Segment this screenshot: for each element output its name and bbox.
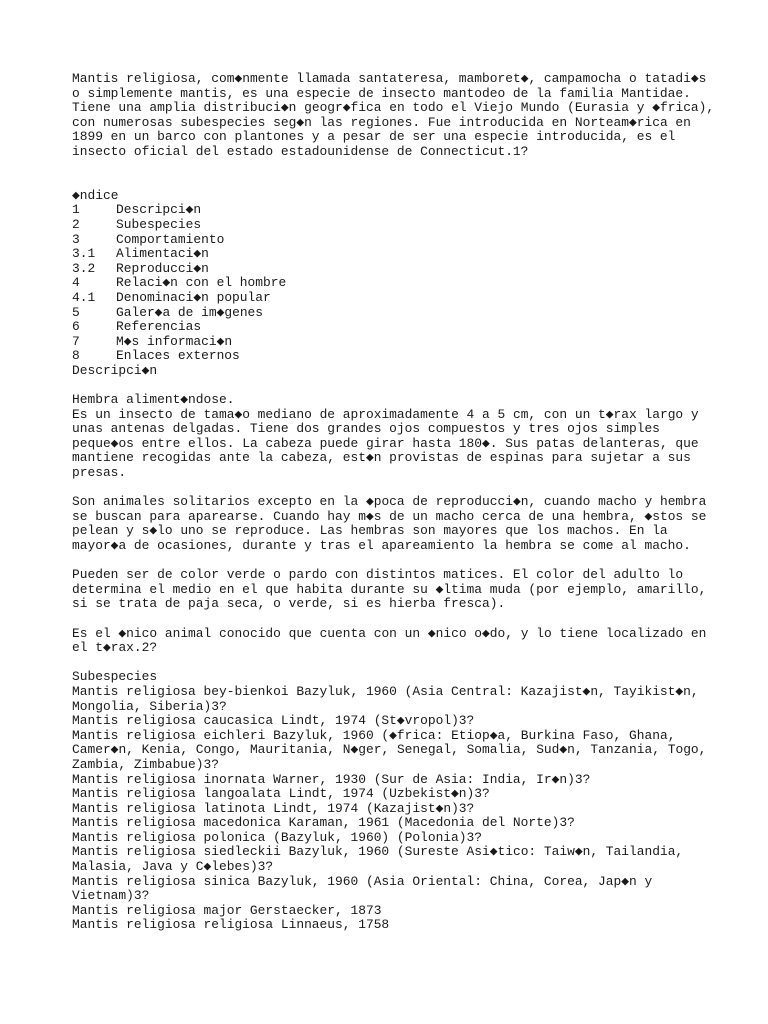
paragraph bbox=[72, 627, 712, 656]
text-line: Tiene una amplia distribuci◆n geogr◆fica en todo el Viejo Mundo (Eurasia y ◆frica), bbox=[72, 100, 715, 116]
paragraph bbox=[72, 408, 712, 481]
toc-item bbox=[72, 203, 712, 218]
list-item: Mongolia, Siberia)3? bbox=[72, 698, 227, 714]
toc-item bbox=[72, 349, 712, 364]
toc-label: Comportamiento bbox=[116, 231, 225, 247]
list-item: Mantis religiosa inornata Warner, 1930 (Sur de Asia: India, Ir◆n)3? bbox=[72, 771, 591, 787]
text-line: Mantis religiosa, com◆nmente llamada santateresa, mamboret◆, campamocha o tatadi◆s bbox=[72, 71, 707, 86]
list-item: Mantis religiosa eichleri Bazyluk, 1960 (◆frica: Etiop◆a, Burkina Faso, Ghana, bbox=[72, 727, 676, 743]
toc-number: 4 bbox=[72, 275, 80, 291]
list-item: Mantis religiosa siedleckii Bazyluk, 1960 (Sureste Asi◆tico: Taiw◆n, Tailandia, bbox=[72, 844, 684, 860]
text-line: se buscan para aparearse. Cuando hay m◆s de un macho cerca de una hembra, ◆stos se bbox=[72, 508, 707, 524]
toc-number: 3.2 bbox=[72, 260, 96, 276]
list-item: Camer◆n, Kenia, Congo, Mauritania, N◆ger, Senegal, Somalia, Sud◆n, Tanzania, Togo, bbox=[72, 742, 707, 758]
paragraph bbox=[72, 568, 712, 612]
toc-number: 3 bbox=[72, 231, 80, 247]
text-line: el t◆rax.2? bbox=[72, 640, 158, 656]
toc-label: Relaci◆n con el hombre bbox=[116, 275, 287, 291]
toc-number: 7 bbox=[72, 333, 80, 349]
toc-number: 6 bbox=[72, 319, 80, 335]
list-item: Mantis religiosa latinota Lindt, 1974 (Kazajist◆n)3? bbox=[72, 800, 475, 816]
list-item: Zambia, Zimbabue)3? bbox=[72, 756, 219, 772]
text-line: con numerosas subespecies seg◆n las regiones. Fue introducida en Norteam◆rica en bbox=[72, 114, 691, 130]
list-item: Mantis religiosa sinica Bazyluk, 1960 (Asia Oriental: China, Corea, Jap◆n y bbox=[72, 873, 653, 889]
text-line: Son animales solitarios excepto en la ◆poca de reproducci◆n, cuando macho y hembra bbox=[72, 494, 707, 510]
section-heading: Descripci◆n bbox=[72, 362, 158, 378]
toc-label: Reproducci◆n bbox=[116, 260, 209, 276]
toc-number: 1 bbox=[72, 202, 80, 218]
text-line: o simplemente mantis, es una especie de insecto mantodeo de la familia Mantidae. bbox=[72, 85, 691, 101]
text-line: Es el ◆nico animal conocido que cuenta con un ◆nico o◆do, y lo tiene localizado en bbox=[72, 625, 707, 641]
toc-title: ◆ndice bbox=[72, 187, 119, 203]
toc-item bbox=[72, 218, 712, 233]
text-line: unas antenas delgadas. Tiene dos grandes ojos compuestos y tres ojos simples bbox=[72, 421, 660, 437]
list-item: Mantis religiosa major Gerstaecker, 1873 bbox=[72, 902, 382, 918]
list-item: Mantis religiosa macedonica Karaman, 1961 (Macedonia del Norte)3? bbox=[72, 815, 575, 831]
toc-item bbox=[72, 262, 712, 277]
text-line: mantiene recogidas ante la cabeza, est◆n provistas de espinas para sujetar a sus bbox=[72, 450, 691, 466]
document-page bbox=[72, 71, 715, 933]
text-line: pelean y s◆lo uno se reproduce. Las hembras son mayores que los machos. En la bbox=[72, 523, 668, 539]
toc-label: Referencias bbox=[116, 319, 202, 335]
list-item: Vietnam)3? bbox=[72, 888, 150, 904]
text-line: Pueden ser de color verde o pardo con distintos matices. El color del adulto lo bbox=[72, 567, 684, 583]
toc-label: Descripci◆n bbox=[116, 202, 202, 218]
toc-label: M◆s informaci◆n bbox=[116, 333, 233, 349]
toc-number: 8 bbox=[72, 348, 80, 364]
toc-number: 4.1 bbox=[72, 289, 96, 305]
toc-number: 5 bbox=[72, 304, 80, 320]
toc-label: Galer◆a de im◆genes bbox=[116, 304, 264, 320]
text-line: 1899 en un barco con plantones y a pesar de ser una especie introducida, es el bbox=[72, 129, 676, 145]
list-item: Malasia, Java y C◆lebes)3? bbox=[72, 859, 274, 875]
toc-label: Denominaci◆n popular bbox=[116, 289, 271, 305]
toc-label: Enlaces externos bbox=[116, 348, 240, 364]
image-caption: Hembra aliment◆ndose. bbox=[72, 392, 235, 408]
toc-item bbox=[72, 233, 712, 248]
toc-item bbox=[72, 306, 712, 321]
toc-item bbox=[72, 335, 712, 350]
list-item: Mantis religiosa langoalata Lindt, 1974 (Uzbekist◆n)3? bbox=[72, 786, 490, 802]
toc-label: Subespecies bbox=[116, 216, 202, 232]
paragraph bbox=[72, 495, 712, 553]
list-item: Mantis religiosa bey-bienkoi Bazyluk, 1960 (Asia Central: Kazajist◆n, Tayikist◆n, bbox=[72, 683, 699, 699]
toc-number: 3.1 bbox=[72, 246, 96, 262]
text-line: presas. bbox=[72, 465, 127, 481]
text-line: determina el medio en el que habita durante su ◆ltima muda (por ejemplo, amarillo, bbox=[72, 581, 707, 597]
text-line: insecto oficial del estado estadounidense de Connecticut.1? bbox=[72, 143, 529, 159]
section-heading: Subespecies bbox=[72, 669, 158, 685]
toc-item bbox=[72, 320, 712, 335]
toc-item bbox=[72, 291, 712, 306]
toc-item bbox=[72, 247, 712, 262]
description-section bbox=[72, 364, 712, 656]
text-line: mayor◆a de ocasiones, durante y tras el apareamiento la hembra se come al macho. bbox=[72, 538, 691, 553]
text-line: Es un insecto de tama◆o mediano de aproximadamente 4 a 5 cm, con un t◆rax largo y bbox=[72, 406, 699, 422]
toc-item bbox=[72, 276, 712, 291]
list-item: Mantis religiosa religiosa Linnaeus, 1758 bbox=[72, 917, 390, 933]
intro-paragraph bbox=[72, 71, 715, 160]
toc-label: Alimentaci◆n bbox=[116, 246, 209, 262]
subspecies-section bbox=[72, 670, 712, 933]
table-of-contents bbox=[72, 189, 712, 364]
list-item: Mantis religiosa polonica (Bazyluk, 1960) (Polonia)3? bbox=[72, 829, 482, 845]
text-line: peque◆os entre ellos. La cabeza puede girar hasta 180◆. Sus patas delanteras, que bbox=[72, 435, 699, 451]
toc-number: 2 bbox=[72, 216, 80, 232]
list-item: Mantis religiosa caucasica Lindt, 1974 (St◆vropol)3? bbox=[72, 713, 475, 729]
text-line: si se trata de paja seca, o verde, si es hierba fresca). bbox=[72, 596, 506, 612]
